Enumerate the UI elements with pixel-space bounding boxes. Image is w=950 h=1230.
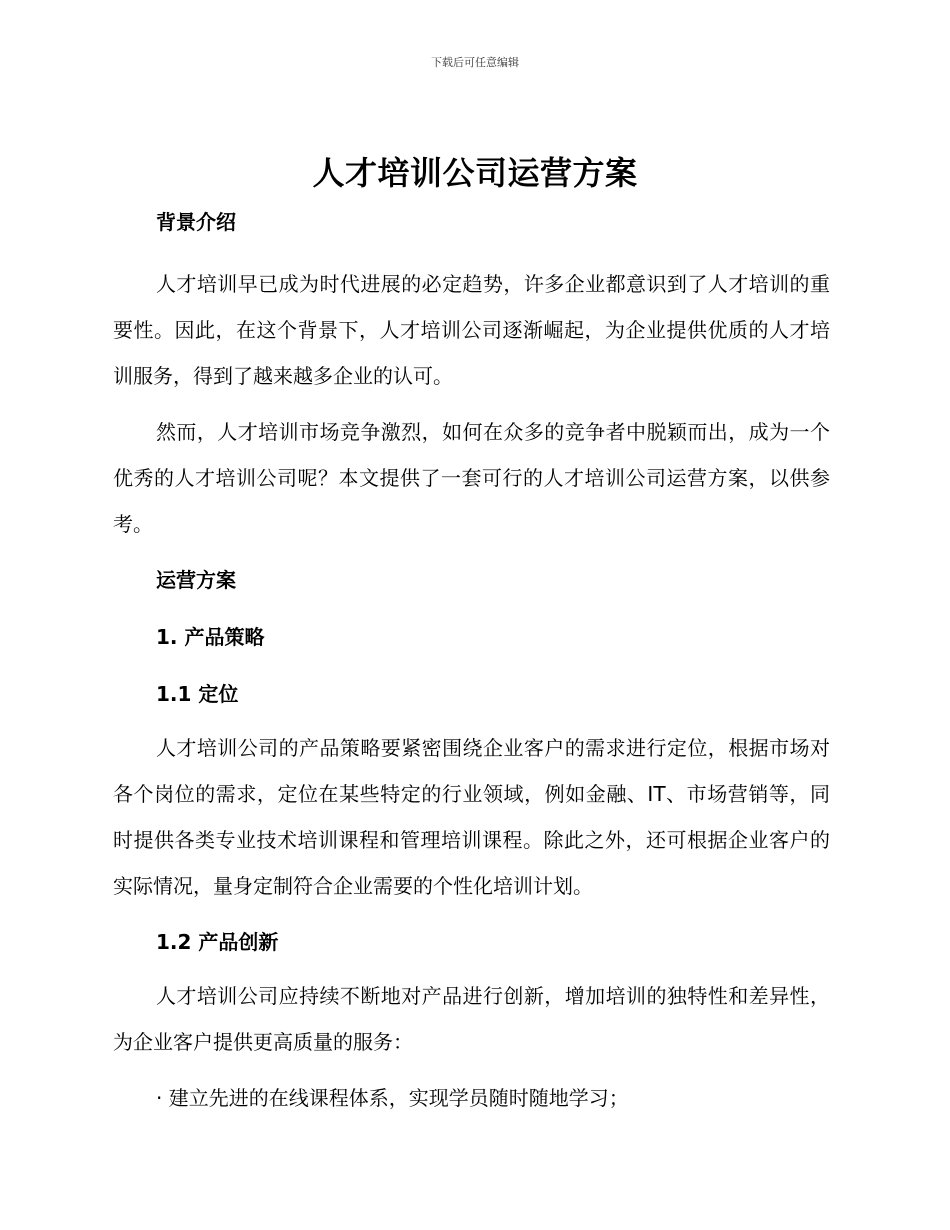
header-note: 下载后可任意编辑 bbox=[431, 56, 519, 69]
section-heading-operation: 运营方案 bbox=[156, 568, 236, 592]
document-body bbox=[113, 204, 830, 1121]
section-heading-positioning: 1.1 定位 bbox=[156, 682, 239, 706]
list-item: · 建立先进的在线课程体系，实现学员随时随地学习； bbox=[156, 1086, 629, 1110]
paragraph-innovation: 人才培训公司应持续不断地对产品进行创新，增加培训的独特性和差异性，为企业客户提供更高质量的服务： bbox=[113, 984, 830, 1054]
document-title: 人才培训公司运营方案 bbox=[312, 154, 638, 192]
paragraph-positioning: 人才培训公司的产品策略要紧密围绕企业客户的需求进行定位，根据市场对各个岗位的需求，定位在某些特定的行业领域，例如金融、IT、市场营销等，同时提供各类专业技术培训课程和管理培训课程。除此之外，还可根据企业客户的实际情况，量身定制符合企业需要的个性化培训计划。 bbox=[113, 736, 830, 898]
section-heading-product-strategy: 1. 产品策略 bbox=[156, 625, 265, 649]
paragraph-background-2: 然而，人才培训市场竞争激烈，如何在众多的竞争者中脱颖而出，成为一个优秀的人才培训公司呢？本文提供了一套可行的人才培训公司运营方案，以供参考。 bbox=[113, 420, 830, 536]
section-heading-background: 背景介绍 bbox=[156, 210, 236, 234]
section-heading-innovation: 1.2 产品创新 bbox=[156, 930, 279, 954]
paragraph-background-1: 人才培训早已成为时代进展的必定趋势，许多企业都意识到了人才培训的重要性。因此，在这个背景下，人才培训公司逐渐崛起，为企业提供优质的人才培训服务，得到了越来越多企业的认可。 bbox=[113, 272, 830, 388]
